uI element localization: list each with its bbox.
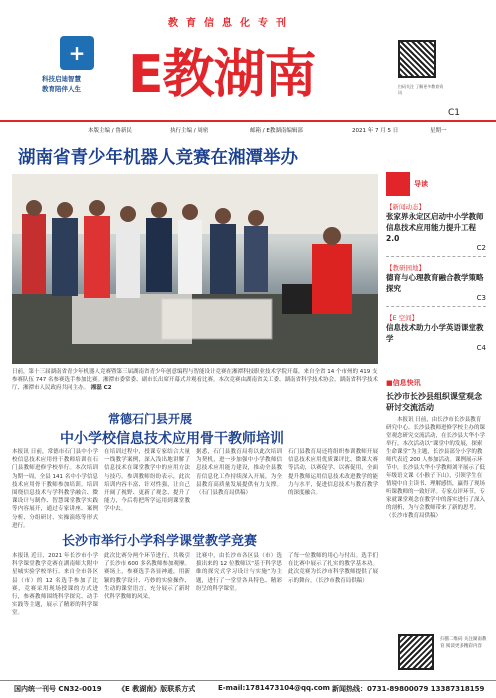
guide-page-2: C3 bbox=[476, 294, 486, 302]
news-brief bbox=[386, 378, 486, 626]
qr-note: 扫码关注 了解更多教育资讯 bbox=[398, 84, 444, 95]
footer-cn: 国内统一刊号 CN32-0019 bbox=[14, 685, 102, 693]
article-1-title-line-2[interactable]: 中小学校信息技术应用骨干教师培训 bbox=[60, 431, 284, 447]
guide-title-3[interactable]: 信息技术助力小学英语课堂教学 bbox=[386, 323, 484, 343]
guide-title-1[interactable]: 张家界永定区启动中小学教师信息技术应用能力提升工程 2.0 bbox=[386, 212, 484, 243]
article-1-col-3: 据悉，石门县教育局将以此次培训为契机，进一步加强中小学教师信息技术应用能力建设，推动全县教育信息化工作持续深入开展，为全县教育高质量发展提供有力支撑。（石门县教育局供稿） bbox=[196, 449, 282, 497]
qr-code-icon[interactable] bbox=[398, 634, 434, 670]
guide-icon bbox=[386, 172, 410, 196]
brief-body: 本报讯 日前，由长沙市长沙县教育研究中心、长沙县教师进修学校主办的课堂观念研究交流活动，在长沙县大华小学举行。本次活动以“课堂中的发展，探索生命课堂”为主题，长沙县部分小学的教师代表近 200 人参加活动。课例展示环节中，长沙县大华小学教师刘平展示了低年级语文课《小猴子下山》，引领学生在情境中自主读书、理解感悟，赢得了现场听课教师的一致好评。专家点评环节，专家就课堂观念在教学中的落实进行了深入的剖析，为与会教师带来了新的思考。（长沙市教育局供稿） bbox=[386, 417, 486, 519]
editor: 本版主编 / 鲁新民 bbox=[88, 128, 132, 134]
caption-text: 日前，第十三届湖南省青少年机器人竞赛暨第三届湖南省青少年创意编程与智能设计竞赛在湘潭科技职业技术学院开幕，来自全省 14 个市州的 419 支参赛队伍 747 名参赛选手参加比赛。湘潭市委常委、副市长出席开幕式并观看比赛。本次竞赛由湖南省关工委、湖南省科学技术协会、湖南省科学技术厅、湘潭市人民政府共同主办。 bbox=[12, 369, 378, 391]
article-1-col-1: 本报讯 日前，常德市石门县中小学校信息技术应用骨干教师培训在石门县教师进修学校举行。本次培训为期一周，全县 141 名中小学信息技术应用骨干教师参加培训。培训围绕信息技术与学科教学融合、微课设计与制作、智慧课堂教学实践等内容展开，通过专家讲座、案例分析、分组研讨、实操演练等形式进行。 bbox=[12, 449, 98, 528]
guide-cat-2: 【教研园地】 bbox=[386, 264, 425, 272]
info-bar bbox=[0, 124, 496, 136]
photo-caption bbox=[12, 368, 378, 392]
qr-note: 扫描二维码 关注湖南教育 阅读更多精彩内容 bbox=[440, 637, 487, 649]
exec-editor: 执行主编 / 周密 bbox=[170, 128, 209, 134]
divider bbox=[386, 256, 486, 257]
guide-label: 导读 bbox=[414, 180, 428, 188]
footer bbox=[0, 682, 496, 698]
caption-credit: 湘磊 C2 bbox=[90, 385, 112, 391]
logo-icon: + bbox=[60, 36, 94, 70]
article-1-title-line-1[interactable]: 常德石门县开展 bbox=[108, 412, 193, 426]
email: 邮箱 / E教湖南编辑部 bbox=[250, 128, 303, 134]
article-1-col-2: 在培训过程中，授课专家结合大量一线教学案例，深入浅出地讲解了信息技术在课堂教学中的应用方法与技巧。参训教师纷纷表示，此次培训内容丰富、针对性强，让自己开阔了视野、更新了观念、提升了能力，今后将把所学运用到课堂教学中去。 bbox=[104, 449, 190, 513]
guide-title-2[interactable]: 德育与心理教育融合教学策略探究 bbox=[386, 273, 484, 293]
newspaper-title: E教湖南 bbox=[128, 45, 316, 105]
headline[interactable]: 湖南省青少年机器人竞赛在湘潭举办 bbox=[18, 148, 298, 168]
qr-code-icon[interactable] bbox=[398, 40, 436, 78]
footer-email[interactable]: E-mail:1781473104@qq.com bbox=[218, 684, 330, 692]
article-2-col-3: 比赛中，由长沙市各区县（市）选拔出来的 12 位教师以“基于科学思维的探究式学习设计与实施”为主题，进行了一堂堂各具特色、精彩纷呈的科学课堂。 bbox=[196, 553, 282, 592]
footer-brand: 《E 教湖南》版联系方式 bbox=[118, 685, 196, 693]
guide-cat-1: 【新闻动态】 bbox=[386, 203, 425, 211]
slogan: 教育信息化专刊 bbox=[168, 18, 294, 29]
brief-category: ■信息快讯 bbox=[386, 379, 421, 387]
article-2-col-1: 本报讯 近日，2021 年长沙市小学科学课堂教学竞赛在湖南师大附中星城实验学校举行。来自全市各区县（市）的 12 名选手参加了比赛，竞赛采用现场授课的方式进行，参赛教师围绕科学探究、动手实践等主题，展示了精彩的科学课堂。 bbox=[12, 553, 98, 617]
divider bbox=[386, 306, 486, 307]
article-2-col-4: 了每一位教师的用心与付出。选手们在比赛中展示了扎实的教学基本功。此次竞赛为长沙市科学教师提供了展示的舞台。（长沙市教育局供稿） bbox=[288, 553, 378, 584]
article-1-col-4: 石门县教育局还将组织参训教师开展信息技术应用优质课评比、微课大赛等活动，以赛促学、以赛促用，全面提升教师运用信息技术改进教学的能力与水平，促进信息技术与教育教学的深度融合。 bbox=[288, 449, 378, 497]
date: 2021 年 7 月 5 日 bbox=[352, 128, 399, 134]
guide-sidebar bbox=[386, 172, 486, 372]
edition-label: C1 bbox=[448, 108, 461, 118]
article-2-col-2: 此次比赛分两个环节进行，共吸引了长沙市 600 多名教师参加观摩。赛场上，参赛选手各显神通，用新颖的教学设计、巧妙的实验操作、生动的课堂语言，充分展示了新时代科学教师的风采。 bbox=[104, 553, 190, 601]
motto-line-2: 教育陪伴人生 bbox=[42, 85, 81, 93]
article-2-title[interactable]: 长沙市举行小学科学课堂教学竞赛 bbox=[62, 534, 258, 549]
weekday: 星期一 bbox=[430, 128, 447, 134]
masthead bbox=[0, 0, 496, 124]
news-photo[interactable] bbox=[12, 174, 378, 364]
motto-line-1: 科技启迪智慧 bbox=[42, 75, 81, 83]
brief-title[interactable]: 长沙市长沙县组织课堂观念研讨交流活动 bbox=[386, 392, 482, 412]
divider bbox=[0, 680, 496, 681]
guide-cat-3: 【E 空间】 bbox=[386, 314, 419, 322]
guide-page-3: C4 bbox=[476, 344, 486, 352]
guide-page-1: C2 bbox=[476, 244, 486, 252]
footer-phone: 新闻热线：0731-89800079 13387318159 bbox=[332, 685, 485, 693]
divider bbox=[0, 120, 496, 122]
